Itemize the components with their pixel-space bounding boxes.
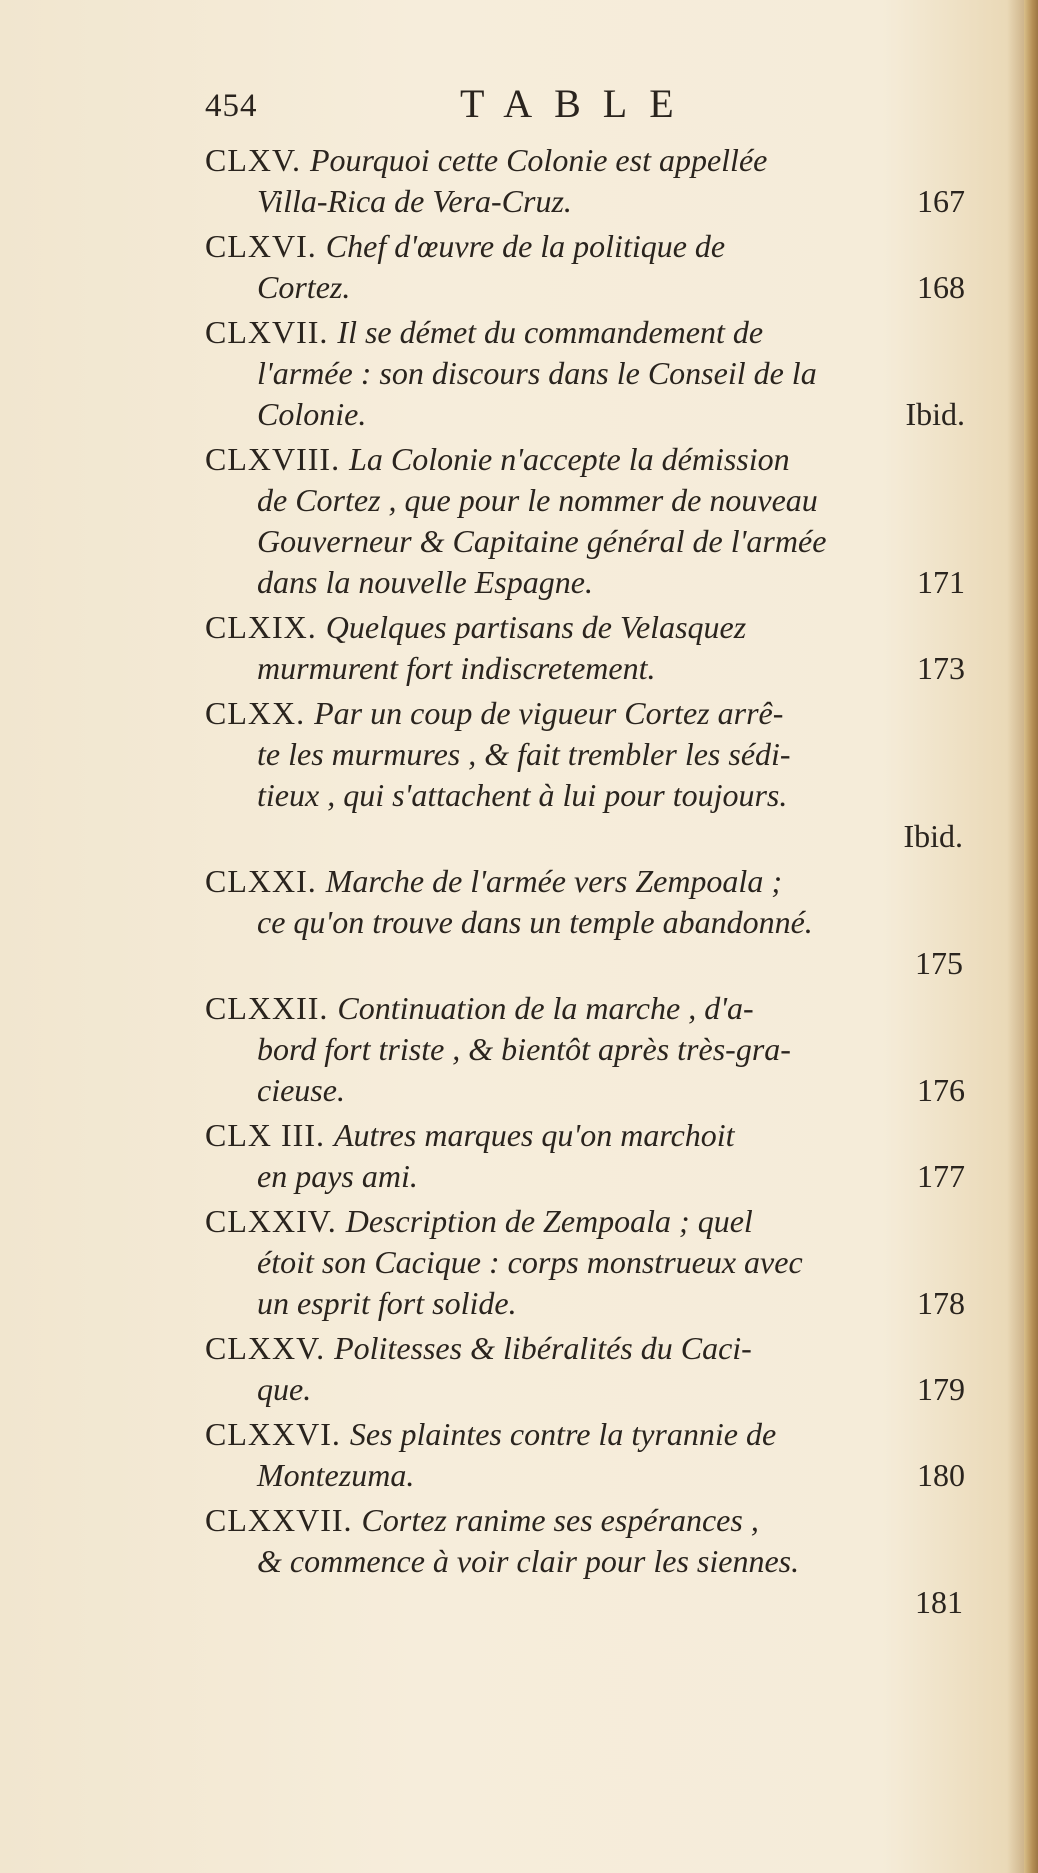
chapter-numeral: CLXVI. bbox=[205, 228, 326, 264]
page-reference: 175 bbox=[915, 945, 963, 981]
entry-line bbox=[205, 1500, 965, 1541]
entry-line bbox=[205, 353, 965, 394]
chapter-title: Par un coup de vigueur Cortez arrê- bbox=[314, 695, 784, 731]
toc-entry bbox=[205, 1201, 965, 1324]
entry-line bbox=[205, 1369, 965, 1410]
table-of-contents bbox=[205, 140, 965, 1627]
entry-line bbox=[205, 902, 965, 943]
entry-line bbox=[205, 607, 965, 648]
chapter-title: tieux , qui s'attachent à lui pour toujours. bbox=[257, 777, 788, 813]
chapter-numeral: CLX III. bbox=[205, 1117, 334, 1153]
page-reference: 167 bbox=[917, 183, 965, 219]
entry-line bbox=[205, 1070, 965, 1111]
chapter-title: Cortez ranime ses espérances , bbox=[361, 1502, 759, 1538]
entry-line bbox=[205, 861, 965, 902]
toc-entry bbox=[205, 607, 965, 689]
chapter-title: Pourquoi cette Colonie est appellée bbox=[309, 142, 768, 178]
entry-line bbox=[205, 226, 965, 267]
chapter-title: Montezuma. bbox=[257, 1457, 415, 1493]
entry-line bbox=[205, 1283, 965, 1324]
toc-entry bbox=[205, 226, 965, 308]
chapter-title: Marche de l'armée vers Zempoala ; bbox=[325, 863, 782, 899]
entry-line bbox=[205, 734, 965, 775]
chapter-title: de Cortez , que pour le nommer de nouveau bbox=[257, 482, 818, 518]
entry-line bbox=[205, 267, 965, 308]
entry-line bbox=[205, 1455, 965, 1496]
toc-entry bbox=[205, 140, 965, 222]
chapter-title: Colonie. bbox=[257, 396, 367, 432]
toc-entry bbox=[205, 1328, 965, 1410]
entry-line bbox=[205, 181, 965, 222]
page-edge bbox=[1024, 0, 1038, 1873]
chapter-title: ce qu'on trouve dans un temple abandonné. bbox=[257, 904, 813, 940]
page-reference: 179 bbox=[917, 1371, 965, 1407]
entry-line bbox=[205, 1541, 965, 1582]
page-reference: Ibid. bbox=[903, 818, 963, 854]
entry-line bbox=[205, 1115, 965, 1156]
chapter-title: Description de Zempoala ; quel bbox=[345, 1203, 753, 1239]
entry-line bbox=[205, 1328, 965, 1369]
chapter-numeral: CLXXVI. bbox=[205, 1416, 350, 1452]
entry-line bbox=[205, 140, 965, 181]
entry-line bbox=[205, 1156, 965, 1197]
page-reference: 180 bbox=[917, 1457, 965, 1493]
page-reference: 171 bbox=[917, 564, 965, 600]
entry-line bbox=[205, 312, 965, 353]
entry-line bbox=[205, 1201, 965, 1242]
entry-line bbox=[205, 648, 965, 689]
chapter-numeral: CLXXIV. bbox=[205, 1203, 346, 1239]
chapter-title: Ses plaintes contre la tyrannie de bbox=[349, 1416, 777, 1452]
chapter-title: dans la nouvelle Espagne. bbox=[257, 564, 593, 600]
chapter-numeral: CLXXVII. bbox=[205, 1502, 362, 1538]
chapter-numeral: CLXVIII. bbox=[205, 441, 350, 477]
page-reference: 178 bbox=[917, 1285, 965, 1321]
entry-line bbox=[205, 394, 965, 435]
chapter-title: Politesses & libéralités du Caci- bbox=[334, 1330, 752, 1366]
chapter-numeral: CLXVII. bbox=[205, 314, 338, 350]
chapter-title: Chef d'œuvre de la politique de bbox=[325, 228, 726, 264]
running-title: TABLE bbox=[460, 81, 696, 126]
chapter-title: bord fort triste , & bientôt après très-gra- bbox=[257, 1031, 791, 1067]
toc-entry bbox=[205, 861, 965, 984]
chapter-title: te les murmures , & fait trembler les sédi- bbox=[257, 736, 791, 772]
page-reference: Ibid. bbox=[905, 396, 965, 432]
entry-line bbox=[205, 775, 965, 816]
page-reference: 168 bbox=[917, 269, 965, 305]
chapter-title: que. bbox=[257, 1371, 312, 1407]
chapter-numeral: CLXXII. bbox=[205, 990, 338, 1026]
chapter-title: un esprit fort solide. bbox=[257, 1285, 517, 1321]
chapter-title: Autres marques qu'on marchoit bbox=[333, 1117, 735, 1153]
chapter-title: Continuation de la marche , d'a- bbox=[337, 990, 754, 1026]
chapter-title: Villa-Rica de Vera-Cruz. bbox=[257, 183, 572, 219]
chapter-title: Quelques partisans de Velasquez bbox=[325, 609, 747, 645]
chapter-numeral: CLXX. bbox=[205, 695, 315, 731]
toc-entry bbox=[205, 1414, 965, 1496]
chapter-title: cieuse. bbox=[257, 1072, 345, 1108]
page-header bbox=[205, 80, 1005, 130]
toc-entry bbox=[205, 312, 965, 435]
chapter-title: & commence à voir clair pour les siennes. bbox=[257, 1543, 800, 1579]
entry-line bbox=[205, 1029, 965, 1070]
entry-line bbox=[205, 988, 965, 1029]
chapter-title: Il se démet du commandement de bbox=[337, 314, 764, 350]
toc-entry bbox=[205, 1115, 965, 1197]
chapter-numeral: CLXIX. bbox=[205, 609, 326, 645]
chapter-title: murmurent fort indiscretement. bbox=[257, 650, 656, 686]
page-reference: 173 bbox=[917, 650, 965, 686]
page-number: 454 bbox=[205, 88, 258, 124]
chapter-title: l'armée : son discours dans le Conseil de la bbox=[257, 355, 817, 391]
chapter-title: en pays ami. bbox=[257, 1158, 418, 1194]
entry-line bbox=[205, 439, 965, 480]
toc-entry bbox=[205, 439, 965, 603]
toc-entry bbox=[205, 988, 965, 1111]
toc-entry bbox=[205, 1500, 965, 1623]
chapter-numeral: CLXXV. bbox=[205, 1330, 335, 1366]
entry-line bbox=[205, 1242, 965, 1283]
chapter-title: La Colonie n'accepte la démission bbox=[349, 441, 790, 477]
toc-entry bbox=[205, 693, 965, 857]
page-reference: 177 bbox=[917, 1158, 965, 1194]
entry-line bbox=[205, 480, 965, 521]
chapter-title: étoit son Cacique : corps monstrueux avec bbox=[257, 1244, 803, 1280]
entry-line bbox=[205, 1414, 965, 1455]
chapter-numeral: CLXV. bbox=[205, 142, 310, 178]
page-reference: 181 bbox=[915, 1584, 963, 1620]
chapter-numeral: CLXXI. bbox=[205, 863, 326, 899]
chapter-title: Gouverneur & Capitaine général de l'armée bbox=[257, 523, 827, 559]
chapter-title: Cortez. bbox=[257, 269, 351, 305]
entry-line bbox=[205, 693, 965, 734]
entry-line bbox=[205, 562, 965, 603]
entry-line bbox=[205, 521, 965, 562]
page-reference: 176 bbox=[917, 1072, 965, 1108]
